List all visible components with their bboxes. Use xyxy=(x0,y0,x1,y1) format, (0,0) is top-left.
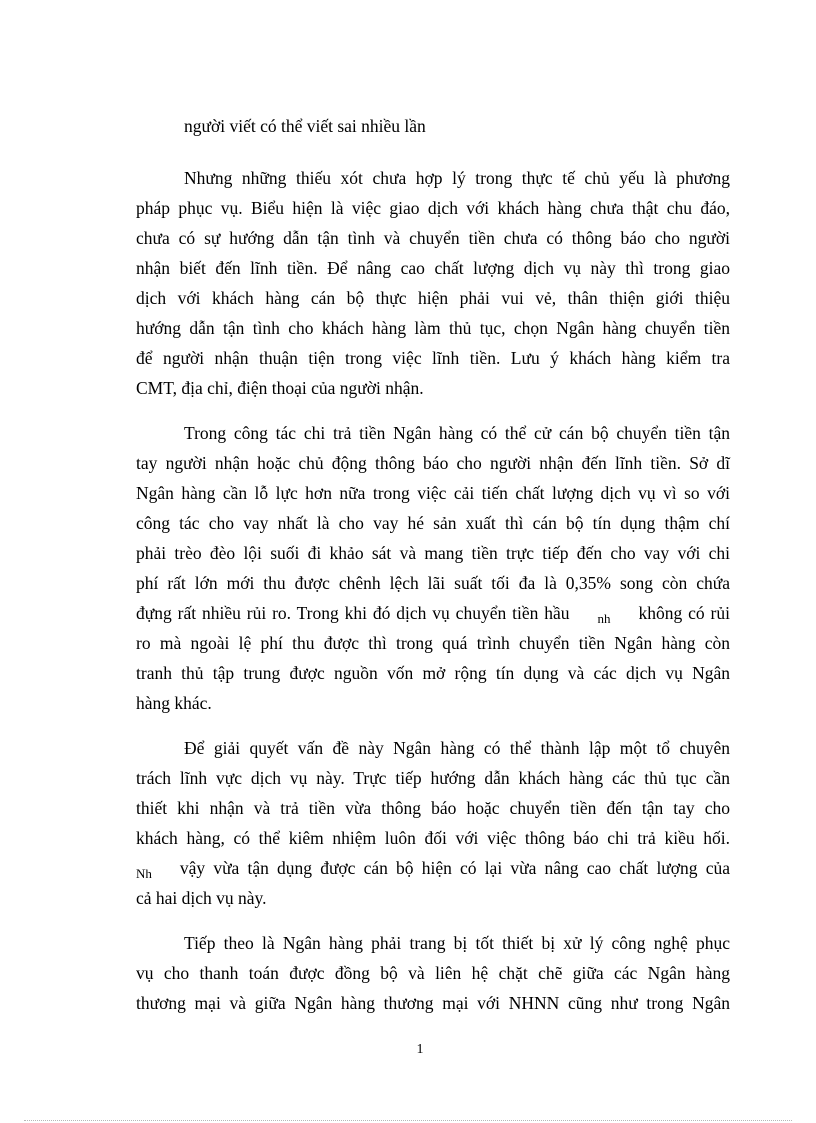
paragraph-line: Nhưng những thiếu xót chưa hợp lý trong thực tế chủ yếu là phương xyxy=(184,168,730,188)
text-fragment: Nh xyxy=(136,866,152,881)
paragraph-line: thiết khi nhận và trả tiền vừa thông báo hoặc chuyển tiền đến tận tay cho xyxy=(136,798,730,818)
paragraph-line: Ngân hàng cần lỗ lực hơn nữa trong việc cải tiến chất lượng dịch vụ vì so với xyxy=(136,483,730,503)
paragraph-line: trách lĩnh vực dịch vụ này. Trực tiếp hướng dẫn khách hàng các thủ tục cần xyxy=(136,768,730,788)
paragraph-line xyxy=(136,598,730,628)
paragraph-line: CMT, địa chỉ, điện thoại của người nhận. xyxy=(136,378,424,398)
paragraph-line: tay người nhận hoặc chủ động thông báo cho người nhận đến lĩnh tiền. Sở dĩ xyxy=(136,453,730,473)
line-text: vậy vừa tận dụng được cán bộ hiện có lại vừa nâng cao chất lượng của xyxy=(179,858,730,878)
page-number: 1 xyxy=(416,1042,424,1057)
paragraph-line: pháp phục vụ. Biểu hiện là việc giao dịch với khách hàng chưa thật chu đáo, xyxy=(136,198,730,218)
paragraph-line: tranh thủ tập trung được nguồn vốn mở rộng tín dụng và các dịch vụ Ngân xyxy=(136,663,730,683)
paragraph-line: Để giải quyết vấn đề này Ngân hàng có thể thành lập một tổ chuyên xyxy=(184,738,730,758)
paragraph-line: vụ cho thanh toán được đồng bộ và liên hệ chặt chẽ giữa các Ngân hàng xyxy=(136,963,730,983)
paragraph-line: chưa có sự hướng dẫn tận tình và chuyển tiền chưa có thông báo cho người xyxy=(136,228,730,248)
paragraph-line: cả hai dịch vụ này. xyxy=(136,888,267,908)
paragraph-line xyxy=(136,853,730,883)
paragraph-line: công tác cho vay nhất là cho vay hé sản xuất thì cán bộ tín dụng thậm chí xyxy=(136,513,730,533)
paragraph-line: thương mại và giữa Ngân hàng thương mại với NHNN cũng như trong Ngân xyxy=(136,993,730,1013)
intro-line: người viết có thể viết sai nhiều lần xyxy=(184,116,426,136)
paragraph-line: phải trèo đèo lội suối đi khảo sát và mang tiền trực tiếp đến cho vay với chi xyxy=(136,543,730,563)
paragraph-line: nhận biết đến lĩnh tiền. Để nâng cao chất lượng dịch vụ này thì trong giao xyxy=(136,258,730,278)
paragraph-line: phí rất lớn mới thu được chênh lệch lãi suất tối đa là 0,35% song còn chứa xyxy=(136,573,730,593)
paragraph-line: Trong công tác chi trả tiền Ngân hàng có thể cử cán bộ chuyển tiền tận xyxy=(184,423,730,443)
text-fragment: nh xyxy=(597,611,611,626)
page-bottom-divider xyxy=(24,1120,792,1121)
line-text: đựng rất nhiều rủi ro. Trong khi đó dịch vụ chuyển tiền hầu xyxy=(136,603,570,623)
line-text: không có rủi xyxy=(638,603,730,623)
paragraph-line: dịch với khách hàng cán bộ thực hiện phải vui vẻ, thân thiện giới thiệu xyxy=(136,288,730,308)
paragraph-line: Tiếp theo là Ngân hàng phải trang bị tốt thiết bị xử lý công nghệ phục xyxy=(184,933,730,953)
paragraph-line: hàng khác. xyxy=(136,693,212,713)
paragraph-line: để người nhận thuận tiện trong việc lĩnh tiền. Lưu ý khách hàng kiểm tra xyxy=(136,348,730,368)
paragraph-line: hướng dẫn tận tình cho khách hàng làm thủ tục, chọn Ngân hàng chuyển tiền xyxy=(136,318,730,338)
paragraph-line: ro mà ngoài lệ phí thu được thì trong quá trình chuyển tiền Ngân hàng còn xyxy=(136,633,730,653)
paragraph-line: khách hàng, có thể kiêm nhiệm luôn đối với việc thông báo chi trả kiều hối. xyxy=(136,828,730,848)
